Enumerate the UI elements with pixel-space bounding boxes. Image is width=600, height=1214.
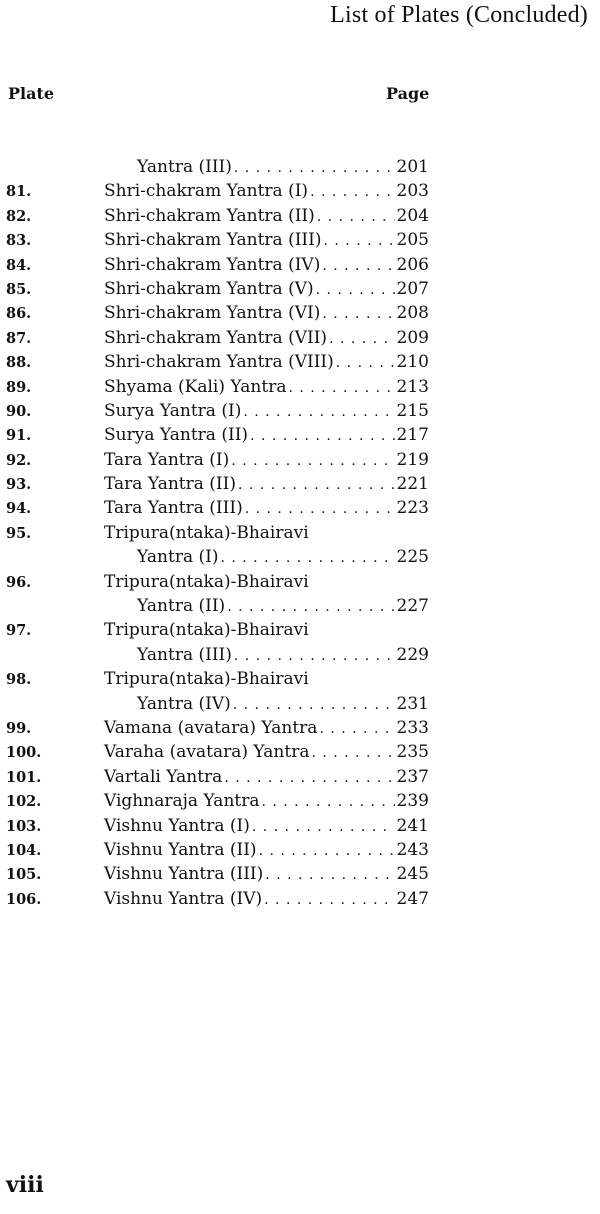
list-item [0,277,600,301]
plate-page-number: 243 [396,839,429,860]
plate-title: Tara Yantra (III) [104,498,243,519]
list-item [0,423,600,447]
plate-number: 92. [6,451,32,469]
dot-leader [238,473,395,497]
list-item [0,179,600,203]
plate-number: 85. [6,280,32,298]
plate-title: Vishnu Yantra (I) [104,815,250,836]
plates-list [0,155,600,911]
list-item [0,228,600,252]
column-header-page: Page [386,84,430,103]
plate-title-line [104,179,429,204]
plate-title: Vartali Yantra [104,766,223,787]
dot-leader [233,693,395,717]
list-item [0,716,600,740]
plate-page-number: 215 [396,400,429,421]
dot-leader [322,302,394,326]
plate-title: Vishnu Yantra (II) [104,839,257,860]
plate-title: Yantra (II) [137,596,226,617]
plate-title: Vishnu Yantra (IV) [104,888,263,909]
list-item [0,618,600,642]
plate-number: 102. [6,793,42,811]
plate-title-line [104,521,429,545]
plate-title: Shyama (Kali) Yantra [104,376,287,397]
plate-title: Surya Yantra (I) [104,400,242,421]
plate-number: 83. [6,232,32,250]
plate-page-number: 206 [396,254,429,275]
plate-number: 96. [6,573,32,591]
plate-title-line [104,887,429,912]
plate-page-number: 201 [396,157,429,177]
plate-title: Shri-chakram Yantra (III) [104,230,322,251]
plate-title: Vighnaraja Yantra [104,791,260,812]
plate-title: Tara Yantra (I) [104,449,230,470]
dot-leader [224,766,394,790]
plate-title: Yantra (III) [137,157,232,177]
plate-page-number: 203 [396,181,429,202]
plate-number: 84. [6,256,32,274]
plate-number: 106. [6,890,42,908]
list-item [0,765,600,789]
list-item [0,570,600,594]
plate-title: Tripura(ntaka)-Bhairavi [104,571,309,592]
plate-number: 101. [6,768,42,786]
list-item [0,545,600,569]
plate-page-number: 225 [396,547,429,568]
dot-leader [243,400,394,424]
plate-title: Vamana (avatara) Yantra [104,717,318,738]
plate-title-line [104,472,429,497]
list-item [0,643,600,667]
plate-title-line [104,228,429,253]
plate-title: Shri-chakram Yantra (IV) [104,254,321,275]
plate-title-line [104,204,429,229]
plate-number: 91. [6,427,32,445]
plate-title-line [104,253,429,278]
plate-title: Yantra (I) [137,547,219,568]
dot-leader [336,351,395,375]
list-item [0,375,600,399]
list-item [0,448,600,472]
plate-title-line [137,643,429,668]
list-item [0,326,600,350]
plate-title-line [137,155,429,180]
plate-title-line [104,448,429,473]
dot-leader [259,839,395,863]
plate-title: Tripura(ntaka)-Bhairavi [104,620,309,641]
plate-title-line [104,618,429,642]
list-item [0,521,600,545]
list-item [0,814,600,838]
plate-number: 100. [6,744,42,762]
page-folio: viii [6,1172,44,1198]
dot-leader [310,180,394,204]
dot-leader [329,327,394,351]
dot-leader [322,254,394,278]
list-item [0,399,600,423]
plate-title-line [104,570,429,594]
dot-leader [288,376,394,400]
plate-page-number: 233 [396,717,429,738]
dot-leader [265,863,394,887]
plate-title: Tripura(ntaka)-Bhairavi [104,522,309,543]
plate-page-number: 245 [396,864,429,885]
plate-title: Vishnu Yantra (III) [104,864,264,885]
plate-page-number: 208 [396,303,429,324]
plate-number: 89. [6,378,32,396]
plate-number: 104. [6,841,42,859]
plate-number: 99. [6,719,32,737]
list-item [0,838,600,862]
plate-title-line [104,301,429,326]
plate-title: Tripura(ntaka)-Bhairavi [104,669,309,690]
dot-leader [261,790,394,814]
plate-page-number: 210 [396,352,429,373]
plate-number: 86. [6,305,32,323]
dot-leader [311,741,394,765]
list-item [0,667,600,691]
plate-page-number: 204 [396,205,429,226]
list-item [0,862,600,886]
plate-page-number: 227 [396,596,429,617]
plate-page-number: 209 [396,327,429,348]
plate-number: 98. [6,671,32,689]
plate-page-number: 221 [396,474,429,495]
column-header-plate: Plate [8,84,55,103]
plate-title-line [104,862,429,887]
plate-number: 88. [6,354,32,372]
plate-title-line [104,765,429,790]
plate-title-line [137,594,429,619]
list-item [0,740,600,764]
plate-page-number: 207 [396,278,429,299]
plate-title-line [104,375,429,400]
plate-number: 93. [6,476,32,494]
dot-leader [234,156,395,180]
plate-number: 105. [6,866,42,884]
plate-page-number: 247 [396,888,429,909]
list-item [0,594,600,618]
plate-title: Shri-chakram Yantra (VII) [104,327,328,348]
plate-page-number: 239 [396,791,429,812]
plate-number: 81. [6,183,32,201]
plate-number: 90. [6,402,32,420]
plate-page-number: 217 [396,425,429,446]
plate-title-line [104,423,429,448]
plate-title-line [104,789,429,814]
plate-page-number: 213 [396,376,429,397]
plate-title-line [104,814,429,839]
plate-number: 87. [6,329,32,347]
dot-leader [234,644,395,668]
plate-number: 94. [6,500,32,518]
plate-page-number: 241 [396,815,429,836]
dot-leader [227,595,394,619]
plate-number: 95. [6,524,32,542]
list-item [0,253,600,277]
plate-title: Tara Yantra (II) [104,474,236,495]
plate-page-number: 237 [396,766,429,787]
plate-number: 82. [6,207,32,225]
plate-title-line [104,399,429,424]
plate-title-line [104,326,429,351]
list-item [0,472,600,496]
list-item [0,789,600,813]
plate-title: Yantra (III) [137,644,232,665]
plate-title-line [137,692,429,717]
list-item [0,155,600,179]
plate-title-line [104,740,429,765]
list-item [0,301,600,325]
dot-leader [264,888,394,912]
dot-leader [319,717,394,741]
list-item [0,692,600,716]
dot-leader [324,229,395,253]
dot-leader [250,424,395,448]
plate-title: Surya Yantra (II) [104,425,249,446]
plate-page-number: 205 [396,230,429,251]
plate-number: 97. [6,622,32,640]
plate-page-number: 219 [396,449,429,470]
dot-leader [316,278,395,302]
plate-page-number: 223 [396,498,429,519]
plate-title: Shri-chakram Yantra (I) [104,181,309,202]
plate-title-line [104,496,429,521]
plate-number: 103. [6,817,42,835]
dot-leader [245,497,395,521]
plate-page-number: 229 [396,644,429,665]
plate-title-line [104,277,429,302]
running-head: List of Plates (Concluded) [330,2,588,28]
plate-title-line [104,667,429,691]
list-item [0,887,600,911]
plate-title-line [104,350,429,375]
dot-leader [220,546,394,570]
list-item [0,350,600,374]
plate-page-number: 231 [396,693,429,714]
plate-title: Yantra (IV) [137,693,231,714]
plate-title: Shri-chakram Yantra (II) [104,205,315,226]
list-item [0,496,600,520]
plate-title-line [137,545,429,570]
plate-title-line [104,716,429,741]
dot-leader [317,205,395,229]
dot-leader [231,449,394,473]
plate-title-line [104,838,429,863]
plate-title: Shri-chakram Yantra (VI) [104,303,321,324]
plate-title: Shri-chakram Yantra (V) [104,278,314,299]
plate-title: Shri-chakram Yantra (VIII) [104,352,334,373]
dot-leader [252,815,395,839]
list-item [0,204,600,228]
plate-page-number: 235 [396,742,429,763]
plate-title: Varaha (avatara) Yantra [104,742,310,763]
